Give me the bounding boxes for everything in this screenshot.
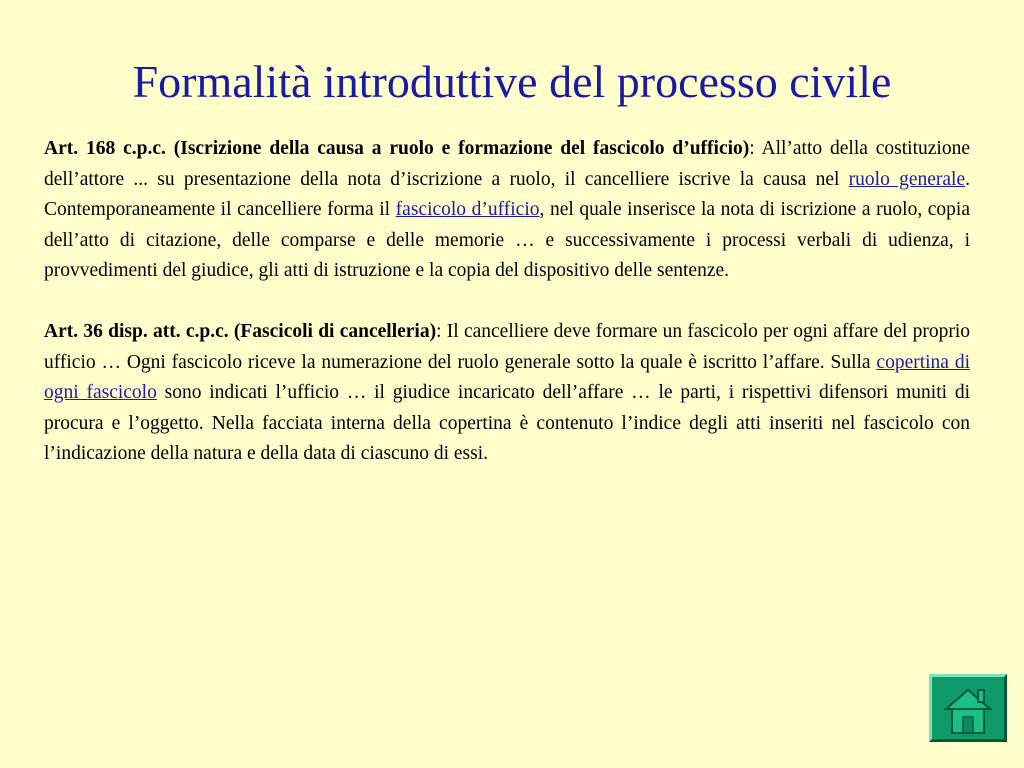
paragraph-text: . Contemporaneamente il cancelliere forma il (44, 168, 970, 221)
house-icon (938, 681, 998, 737)
paragraph-text: , nel quale inserisce la nota di iscrizione a ruolo, copia dell’atto di citazione, delle comparse e delle memorie … e successivamente i processi verbali di udienza, i provvedimenti del giudice, gli atti di istruzione e la copia del dispositivo delle sentenze. (44, 199, 970, 282)
link-fascicolo-ufficio[interactable]: fascicolo d’ufficio (395, 199, 540, 221)
slide-body (44, 134, 970, 470)
link-ruolo-generale[interactable]: ruolo generale (848, 168, 966, 190)
slide-title: Formalità introduttive del processo civile (132, 56, 892, 107)
paragraph-text: sono indicati l’ufficio … il giudice incaricato dell’affare … le parti, i rispettivi difensori muniti di procura e l’oggetto. Nella facciata interna della copertina è contenuto l’indice degli atti inseriti nel fascicolo con l’indicazione della natura e della data di ciascuno di essi. (44, 382, 970, 465)
article-heading-36: Art. 36 disp. att. c.p.c. (Fascicoli di cancelleria) (44, 320, 437, 342)
home-button[interactable] (929, 674, 1007, 742)
paragraph-art-36 (44, 317, 970, 470)
link-copertina-fascicolo[interactable]: copertina di ogni fascicolo (44, 351, 970, 404)
paragraph-text: : All’atto della costituzione dell’attore ... su presentazione della nota d’iscrizione a ruolo, il cancelliere iscrive la causa nel (44, 138, 970, 190)
article-heading-168: Art. 168 c.p.c. (Iscrizione della causa a ruolo e formazione del fascicolo d’ufficio) (44, 138, 750, 159)
paragraph-art-168 (44, 134, 970, 287)
paragraph-text: : Il cancelliere deve formare un fascicolo per ogni affare del proprio ufficio … Ogni fascicolo riceve la numerazione del ruolo generale sotto la quale è iscritto l’affare. Sulla (44, 320, 971, 373)
